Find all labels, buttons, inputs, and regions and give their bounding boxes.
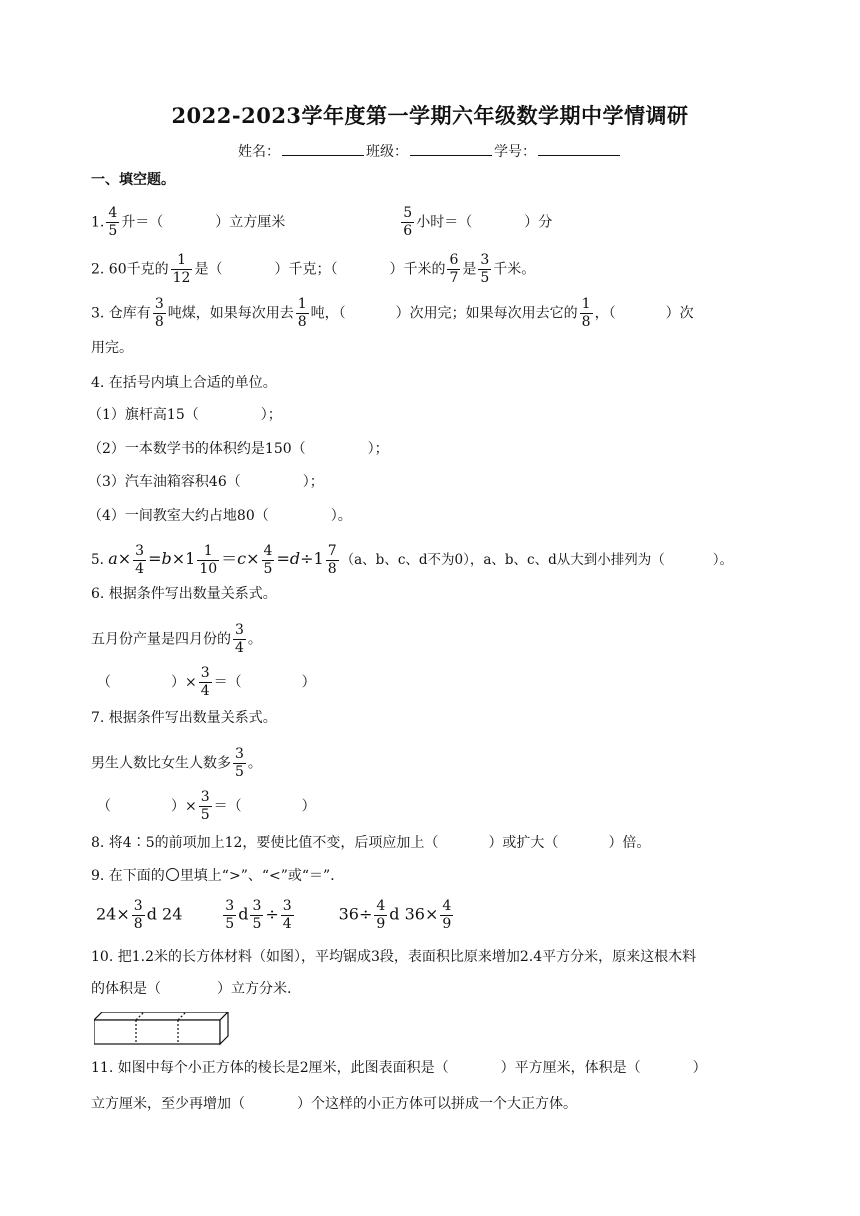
- q9-text-2: 里填上“>”、“<”或“＝”．: [179, 868, 345, 884]
- q9-expr3-fraction-2: $\frac{4}{9}$: [442, 898, 452, 932]
- cuboid-figure: [94, 1012, 234, 1046]
- id-blank[interactable]: [538, 143, 620, 156]
- q4-item-1-end: ）；: [260, 407, 282, 423]
- question-7-heading: 7. 根据条件写出数量关系式。: [91, 710, 277, 726]
- q5-text-1: （a、b、c、d不为0），a、b、c、d从大到小排列为（: [340, 552, 665, 568]
- section-heading: 一、填空题。: [91, 172, 175, 188]
- q5-mixed-1: 1: [185, 549, 196, 568]
- q9-expr2-div: ÷: [265, 904, 279, 924]
- q2-fraction-1: $\frac{1}{12}$: [172, 252, 191, 286]
- question-6-formula: [97, 665, 769, 700]
- name-label: 姓名：: [238, 144, 280, 160]
- q5-eq-2: ＝: [221, 549, 238, 568]
- q9-expr3-fraction-1: $\frac{4}{9}$: [376, 898, 386, 932]
- q10-text-2: 的体积是（: [91, 981, 161, 997]
- q8-text-3: ）倍。: [608, 835, 651, 851]
- q2-text-5: 是: [462, 261, 477, 278]
- q9-expr1-fraction: $\frac{3}{8}$: [133, 898, 143, 932]
- q6-cond-end: 。: [247, 631, 262, 648]
- q5-eq-3: =: [276, 549, 290, 568]
- class-blank[interactable]: [410, 143, 492, 156]
- q9-expr2-fraction-1: $\frac{3}{5}$: [225, 898, 235, 932]
- question-3-continued: 用完。: [91, 340, 133, 356]
- id-label: 学号：: [494, 144, 536, 160]
- q4-item-2-text: （2）一本数学书的体积约是150（: [88, 441, 306, 457]
- q2-text-6: 千米。: [493, 261, 536, 278]
- q4-item-3-text: （3）汽车油箱容积46（: [88, 474, 241, 490]
- q5-var-b: b: [161, 549, 172, 568]
- q5-fraction-2: $\frac{1}{10}$: [199, 543, 218, 577]
- question-7-condition: [91, 746, 769, 781]
- q5-times-3: ×: [246, 549, 260, 568]
- q9-expr1-right[interactable]: d 24: [146, 904, 183, 924]
- q5-var-a: a: [108, 549, 118, 568]
- q1-fraction-1: $\frac{4}{5}$: [108, 205, 118, 239]
- question-6-condition: [91, 622, 769, 657]
- q9-expr1-left: 24×: [96, 904, 130, 924]
- question-3: [91, 296, 769, 331]
- q3-text-5: ，（: [594, 305, 616, 322]
- q9-expr3-left: 36÷: [338, 904, 373, 924]
- circle-icon: [166, 868, 179, 881]
- q5-div: ÷: [300, 549, 314, 568]
- class-label: 班级：: [366, 144, 408, 160]
- q1-text-1: 升＝（: [121, 214, 164, 231]
- q5-var-c: c: [237, 549, 247, 568]
- question-4-item-4: [88, 505, 769, 527]
- q6-paren-open: （: [97, 674, 111, 691]
- q7-cond-end: 。: [247, 755, 262, 772]
- q9-expr2-fraction-2: $\frac{3}{5}$: [252, 898, 262, 932]
- student-info-line: [0, 141, 860, 161]
- question-8: [91, 832, 769, 854]
- q3-text-3: 吨，（: [310, 305, 346, 322]
- q7-times: ）×: [171, 798, 197, 815]
- q1-number: 1.: [91, 214, 105, 231]
- q5-times-1: ×: [117, 549, 132, 568]
- q2-fraction-3: $\frac{3}{5}$: [480, 252, 490, 286]
- name-blank[interactable]: [282, 143, 364, 156]
- q4-item-3-end: ）；: [302, 474, 324, 490]
- question-10-continued: [91, 978, 769, 1000]
- q6-equals: ＝（: [213, 674, 242, 691]
- question-4-item-1: [88, 404, 769, 426]
- q9-expr2-compare[interactable]: d: [238, 904, 249, 924]
- question-11-continued: [91, 1093, 769, 1115]
- question-1: [91, 205, 769, 240]
- q7-fraction: $\frac{3}{5}$: [235, 746, 244, 780]
- q5-var-d: d: [289, 549, 301, 568]
- q5-fraction-1: $\frac{3}{4}$: [135, 543, 145, 577]
- q2-text-2: 是（: [194, 261, 223, 278]
- page-title: 2022-2023学年度第一学期六年级数学期中学情调研: [171, 103, 689, 128]
- q1-text-4: ）分: [524, 214, 553, 231]
- question-11: [91, 1057, 769, 1079]
- q5-mixed-2: 1: [313, 549, 324, 568]
- question-4-item-3: [88, 471, 769, 493]
- q11-text-1: 11. 如图中每个小正方体的棱长是2厘米，此图表面积是（: [91, 1060, 449, 1076]
- question-9: [91, 865, 769, 887]
- q2-text-3: ）千克；（: [274, 261, 338, 278]
- q9-text-1: 9. 在下面的: [91, 868, 165, 884]
- question-10: 10. 把1.2米的长方体材料（如图），平均锯成3段，表面积比原来增加2.4平方分米，原来这根木料: [91, 949, 697, 965]
- q1-fraction-2: $\frac{5}{6}$: [403, 205, 413, 239]
- q2-text-4: ）千米的: [389, 261, 446, 278]
- q6-paren-close: ）: [301, 674, 316, 691]
- question-7-formula: [97, 789, 769, 824]
- q5-eq-1: =: [148, 549, 162, 568]
- q10-text-3: ）立方分米.: [217, 981, 292, 997]
- q6-cond-text: 五月份产量是四月份的: [91, 631, 231, 648]
- q3-fraction-1: $\frac{3}{8}$: [154, 296, 164, 330]
- q3-text-6: ）次: [665, 305, 694, 322]
- question-9-expressions: [96, 898, 769, 933]
- q5-times-2: ×: [171, 549, 186, 568]
- q3-text-1: 3. 仓库有: [91, 305, 151, 322]
- q7-equals: ＝（: [213, 798, 242, 815]
- question-2: [91, 252, 769, 287]
- q1-text-2: ）立方厘米: [215, 214, 286, 231]
- q4-item-2-end: ）；: [367, 441, 389, 457]
- question-6-heading: 6. 根据条件写出数量关系式。: [91, 586, 277, 602]
- q6-times: ）×: [171, 674, 197, 691]
- q3-fraction-2: $\frac{1}{8}$: [297, 296, 307, 330]
- q4-item-4-end: ）。: [330, 508, 352, 524]
- q3-text-4: ）次用完；如果每次用去它的: [395, 305, 578, 322]
- q9-expr3-compare[interactable]: d 36×: [389, 904, 439, 924]
- q6-formula-fraction: $\frac{3}{4}$: [200, 665, 210, 699]
- q8-text-2: ）或扩大（: [488, 835, 559, 851]
- q7-paren-close: ）: [301, 798, 316, 815]
- q5-fraction-3: $\frac{4}{5}$: [263, 543, 273, 577]
- q6-fraction: $\frac{3}{4}$: [235, 622, 244, 656]
- q11-text-3: ）: [692, 1060, 707, 1076]
- q2-text-1: 2. 60千克的: [91, 261, 169, 278]
- q2-fraction-2: $\frac{6}{7}$: [449, 252, 459, 286]
- q5-number: 5.: [91, 552, 104, 568]
- q11-text-5: ）个这样的小正方体可以拼成一个大正方体。: [297, 1096, 577, 1112]
- q11-text-2: ）平方厘米，体积是（: [500, 1060, 641, 1076]
- q1-text-3: 小时＝（: [416, 214, 473, 231]
- q7-paren-open: （: [97, 798, 111, 815]
- q3-text-2: 吨煤，如果每次用去: [167, 305, 294, 322]
- q9-expr2-fraction-3: $\frac{3}{4}$: [282, 898, 292, 932]
- q5-text-2: ）。: [712, 552, 733, 568]
- q3-fraction-3: $\frac{1}{8}$: [581, 296, 591, 330]
- q8-text-1: 8. 将4∶5的前项加上12，要使比值不变，后项应加上（: [91, 835, 439, 851]
- q7-formula-fraction: $\frac{3}{5}$: [200, 789, 210, 823]
- question-4-heading: 4. 在括号内填上合适的单位。: [91, 375, 277, 391]
- question-5: [91, 543, 769, 578]
- q11-text-4: 立方厘米，至少再增加（: [91, 1096, 245, 1112]
- q4-item-4-text: （4）一间教室大约占地80（: [88, 508, 269, 524]
- q7-cond-text: 男生人数比女生人数多: [91, 755, 231, 772]
- question-4-item-2: [88, 438, 769, 460]
- q4-item-1-text: （1）旗杆高15（: [88, 407, 199, 423]
- q5-fraction-4: $\frac{7}{8}$: [327, 543, 337, 577]
